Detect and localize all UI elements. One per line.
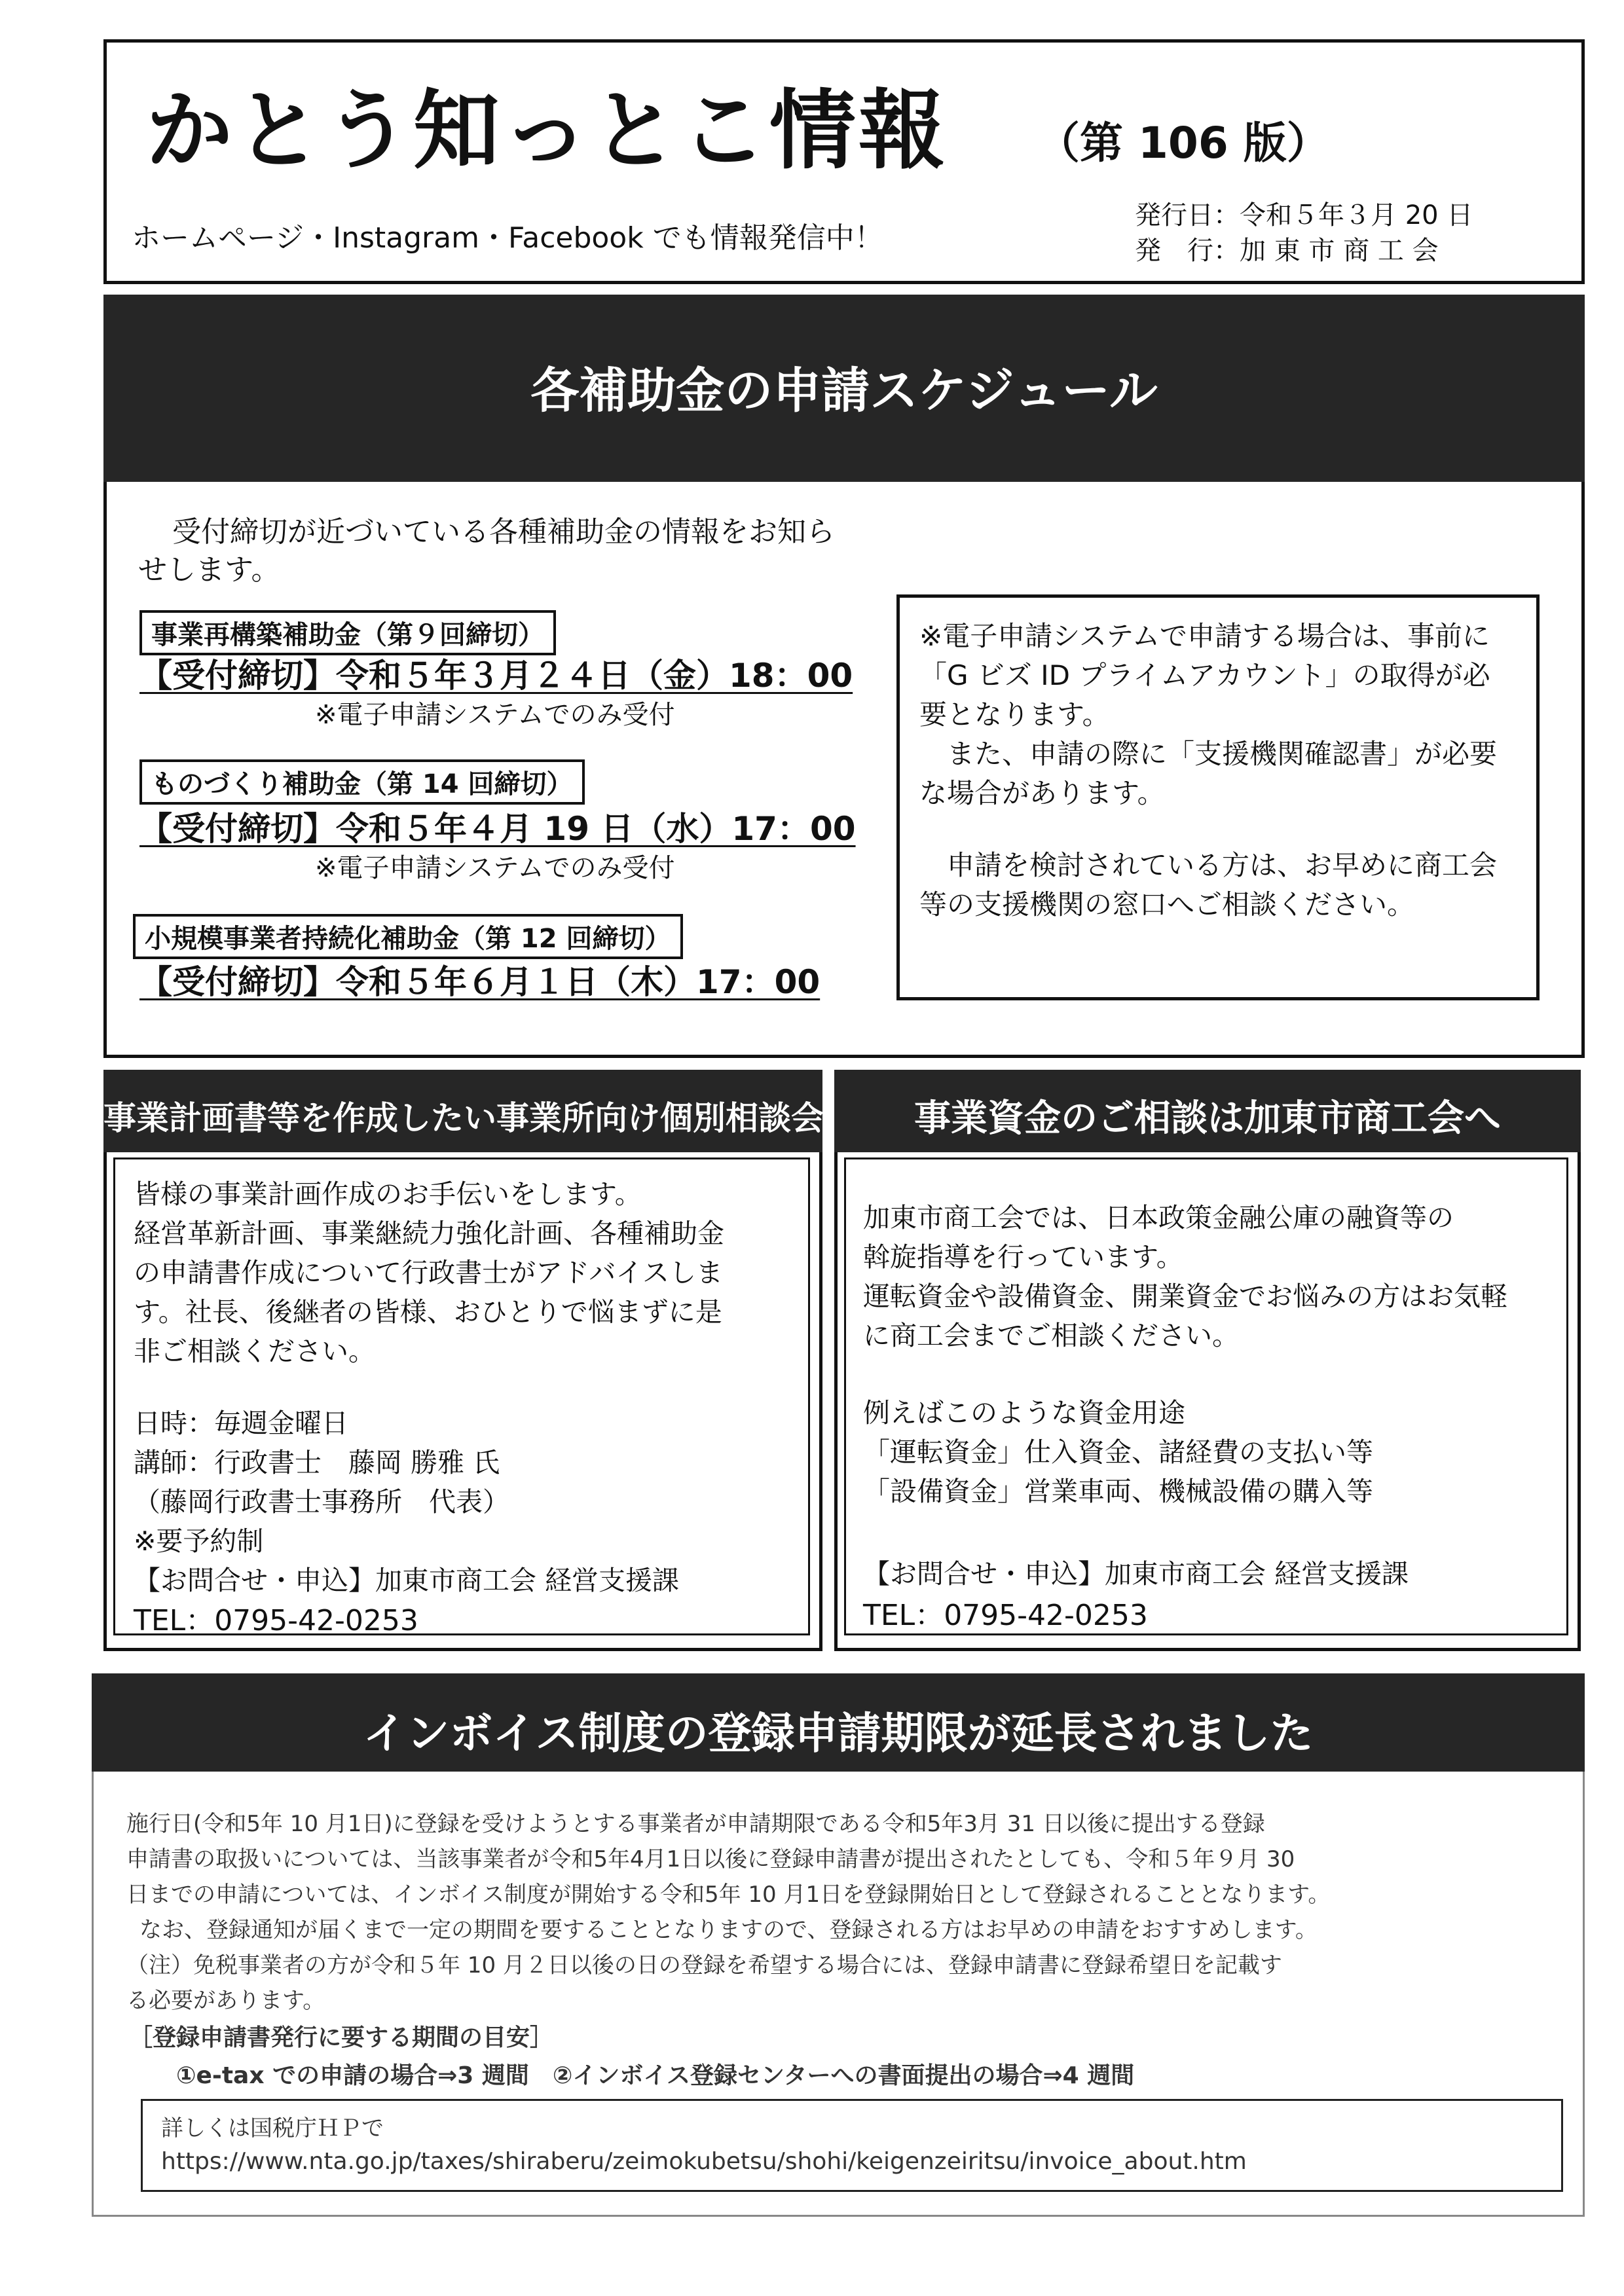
header-box — [103, 39, 1585, 284]
consult-inner-box — [113, 1157, 810, 1635]
invoice-line: 施行日(令和5年 10 月1日)に登録を受けようとする事業者が申請期限である令和5年3月 31 日以後に提出する登録 — [126, 1811, 1265, 1837]
publisher: 発 行：加 東 市 商 工 会 — [1135, 236, 1439, 266]
invoice-url-link[interactable]: https://www.nta.go.jp/taxes/shiraberu/zeimokubetsu/shohi/keigenzeiritsu/invoice_about.htm — [161, 2148, 1247, 2175]
funding-line: 運転資金や設備資金、開業資金でお悩みの方はお気軽 — [863, 1281, 1507, 1312]
funding-line: 「運転資金」仕入資金、諸経費の支払い等 — [863, 1436, 1373, 1468]
notice-line: また、申請の際に「支援機関確認書」が必要 — [919, 738, 1498, 770]
consult-line: 日時：毎週金曜日 — [134, 1408, 348, 1439]
funding-heading-bar — [834, 1070, 1581, 1152]
subsidy-box — [103, 482, 1585, 1058]
consult-line: ※要予約制 — [134, 1525, 264, 1557]
edition-label: （第 106 版） — [1037, 118, 1330, 168]
subtitle: ホームページ・Instagram・Facebook でも情報発信中！ — [132, 221, 883, 255]
funding-line: 加東市商工会では、日本政策金融公庫の融資等の — [863, 1202, 1454, 1233]
consult-line: 講師：行政書士 藤岡 勝雅 氏 — [134, 1447, 500, 1478]
invoice-link-box — [141, 2099, 1563, 2192]
funding-tel: TEL：0795-42-0253 — [863, 1599, 1148, 1632]
consult-heading: 事業計画書等を作成したい事業所向け個別相談会 — [103, 1099, 824, 1137]
invoice-line: 日までの申請については、インボイス制度が開始する令和5年 10 月1日を登録開始日として登録されることとなります。 — [126, 1882, 1331, 1908]
consult-line: 皆様の事業計画作成のお手伝いをします。 — [134, 1178, 642, 1210]
funding-line: 例えばこのような資金用途 — [863, 1397, 1185, 1429]
invoice-more-label: 詳しくは国税庁ＨＰで — [161, 2115, 384, 2141]
invoice-line: （注）免税事業者の方が令和５年 10 月２日以後の日の登録を希望する場合には、登録申請書に登録希望日を記載す — [126, 1952, 1282, 1978]
subsidy-item-name: ものづくり補助金（第 14 回締切） — [139, 759, 585, 805]
notice-line: な場合があります。 — [919, 777, 1165, 809]
consult-line: 非ご相談ください。 — [134, 1336, 375, 1367]
invoice-line: なお、登録通知が届くまで一定の期間を要することとなりますので、登録される方はお早めの申請をおすすめします。 — [139, 1917, 1318, 1943]
consult-line: 【お問合せ・申込】加東市商工会 経営支援課 — [134, 1565, 680, 1596]
subsidy-intro-2: せします。 — [138, 553, 280, 587]
notice-line: 要となります。 — [919, 699, 1110, 731]
consult-line: の申請書作成について行政書士がアドバイスしま — [134, 1257, 723, 1288]
subsidy-item-name: 事業再構築補助金（第９回締切） — [139, 610, 556, 655]
issue-date: 発行日：令和５年３月 20 日 — [1135, 200, 1473, 230]
invoice-line: る必要があります。 — [126, 1988, 325, 2014]
funding-line: 斡旋指導を行っています。 — [863, 1241, 1183, 1273]
consult-line: （藤岡行政書士事務所 代表） — [134, 1486, 509, 1518]
funding-line: 「設備資金」営業車両、機械設備の購入等 — [863, 1476, 1373, 1507]
consult-heading-bar — [103, 1070, 822, 1152]
funding-heading: 事業資金のご相談は加東市商工会へ — [914, 1097, 1501, 1140]
page-title: かとう知っとこ情報 — [146, 81, 948, 181]
funding-box — [834, 1152, 1581, 1651]
subsidy-heading: 各補助金の申請スケジュール — [530, 363, 1158, 419]
notice-line: 等の支援機関の窓口へご相談ください。 — [919, 888, 1415, 920]
funding-inner-box — [844, 1157, 1568, 1635]
subsidy-notice-box — [896, 594, 1540, 1000]
consult-line: 経営革新計画、事業継続力強化計画、各種補助金 — [134, 1218, 724, 1249]
subsidy-item-name: 小規模事業者持続化補助金（第 12 回締切） — [133, 914, 683, 959]
consult-box — [103, 1152, 822, 1651]
invoice-heading-bar — [92, 1673, 1585, 1772]
subsidy-item-deadline: 【受付締切】令和５年３月２４日（金）18：00 — [139, 657, 853, 695]
funding-line: に商工会までご相談ください。 — [863, 1320, 1239, 1351]
invoice-period-detail: ①e-tax での申請の場合⇒3 週間 ②インボイス登録センターへの書面提出の場合⇒4 週間 — [176, 2062, 1135, 2089]
invoice-body — [92, 1772, 1585, 2217]
consult-line: す。社長、後継者の皆様、おひとりで悩まずに是 — [134, 1296, 722, 1328]
notice-line: 申請を検討されている方は、お早めに商工会 — [919, 849, 1498, 881]
subsidy-item-note: ※電子申請システムでのみ受付 — [315, 853, 675, 883]
funding-line: 【お問合せ・申込】加東市商工会 経営支援課 — [863, 1558, 1409, 1590]
subsidy-heading-bar — [103, 295, 1585, 482]
subsidy-item-note: ※電子申請システムでのみ受付 — [315, 700, 675, 730]
subsidy-item-deadline: 【受付締切】令和５年４月 19 日（水）17：00 — [139, 810, 856, 848]
subsidy-intro-1: 受付締切が近づいている各種補助金の情報をお知ら — [172, 515, 835, 549]
invoice-period-title: ［登録申請書発行に要する期間の目安］ — [129, 2024, 554, 2051]
notice-line: ※電子申請システムで申請する場合は、事前に — [919, 620, 1490, 652]
invoice-line: 申請書の取扱いについては、当該事業者が令和5年4月1日以後に登録申請書が提出されたとしても、令和５年９月 30 — [126, 1846, 1295, 1872]
notice-line: 「G ビズ ID プライムアカウント」の取得が必 — [919, 659, 1490, 691]
invoice-heading: インボイス制度の登録申請期限が延長されました — [363, 1708, 1314, 1758]
subsidy-item-deadline: 【受付締切】令和５年６月１日（木）17：00 — [139, 963, 821, 1001]
consult-tel: TEL：0795-42-0253 — [134, 1604, 418, 1637]
